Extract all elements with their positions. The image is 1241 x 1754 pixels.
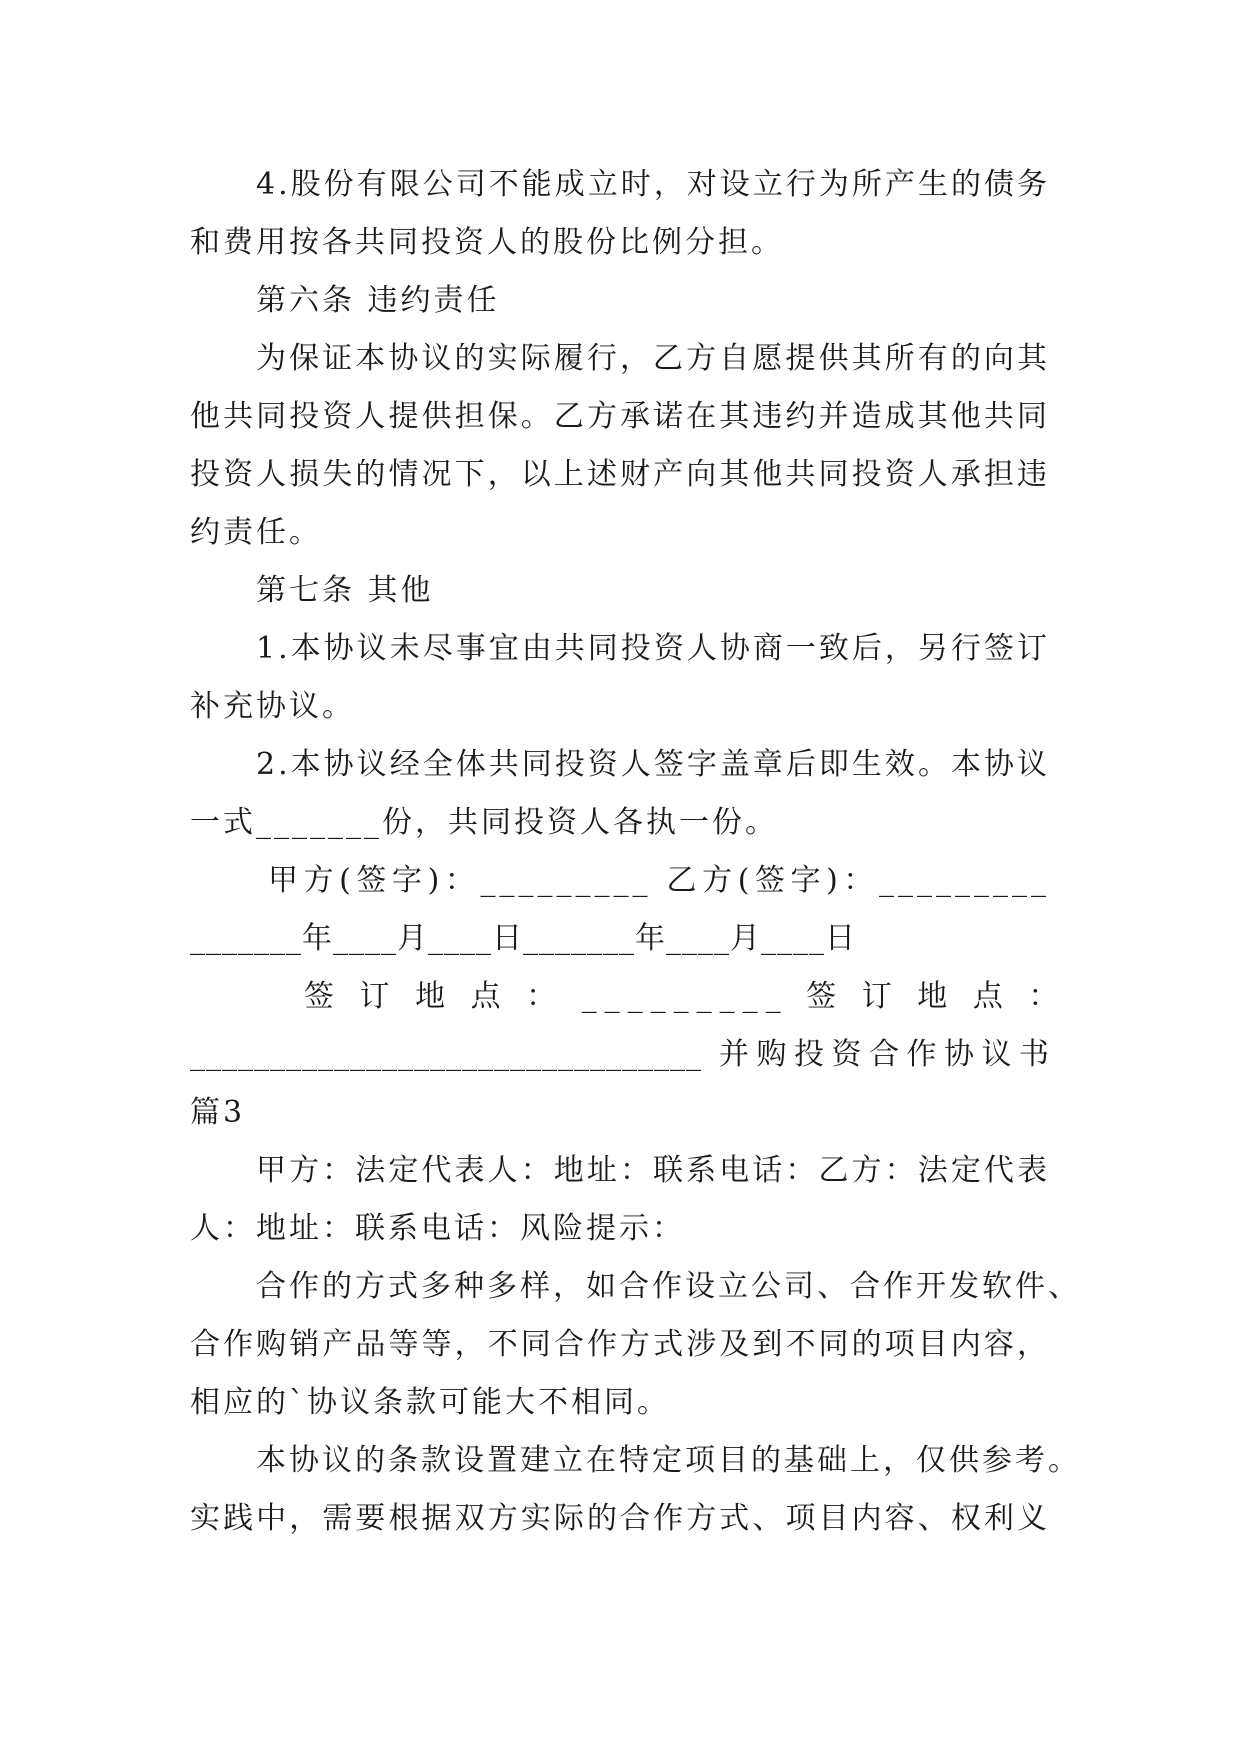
paragraph-line: 本协议的条款设置建立在特定项目的基础上，仅供参考。 <box>256 1443 1081 1478</box>
paragraph-line: 一式_______份，共同投资人各执一份。 <box>190 805 778 840</box>
section-heading: 第六条 违约责任 <box>256 283 500 318</box>
section-heading: 篇3 <box>190 1095 246 1130</box>
section-heading: 第七条 其他 <box>256 573 434 608</box>
paragraph-line: 补充协议。 <box>190 689 355 724</box>
signature-line: 甲方(签字)：_________ 乙方(签字)：_________ <box>268 863 1050 898</box>
paragraph-line: 2.本协议经全体共同投资人签字盖章后即生效。本协议 <box>256 747 1050 782</box>
paragraph-line: 合作的方式多种多样，如合作设立公司、合作开发软件、 <box>256 1269 1081 1304</box>
paragraph-line: 合作购销产品等等，不同合作方式涉及到不同的项目内容， <box>190 1327 1050 1362</box>
paragraph-line: 为保证本协议的实际履行，乙方自愿提供其所有的向其 <box>256 341 1050 376</box>
paragraph-line: 甲方：法定代表人：地址：联系电话：乙方：法定代表 <box>256 1153 1050 1188</box>
paragraph-line: 1.本协议未尽事宜由共同投资人协商一致后，另行签订 <box>256 631 1050 666</box>
paragraph-line: 人：地址：联系电话：风险提示： <box>190 1211 685 1246</box>
paragraph-line: 约责任。 <box>190 515 322 550</box>
date-line: _______年____月____日_______年____月____日 <box>190 921 856 956</box>
paragraph-line: 相应的`协议条款可能大不相同。 <box>190 1385 670 1420</box>
signing-place-line: 签 订 地 点 ： _________ 签 订 地 点 ： <box>304 979 1067 1014</box>
signing-place-blank-line: ________________________________ 并购投资合作协议书 <box>190 1037 1050 1072</box>
paragraph-line: 和费用按各共同投资人的股份比例分担。 <box>190 225 784 260</box>
paragraph-line: 实践中，需要根据双方实际的合作方式、项目内容、权利义 <box>190 1501 1050 1536</box>
paragraph-line: 他共同投资人提供担保。乙方承诺在其违约并造成其他共同 <box>190 399 1050 434</box>
paragraph-line: 投资人损失的情况下，以上述财产向其他共同投资人承担违 <box>190 457 1050 492</box>
paragraph-line: 4.股份有限公司不能成立时，对设立行为所产生的债务 <box>256 167 1050 202</box>
